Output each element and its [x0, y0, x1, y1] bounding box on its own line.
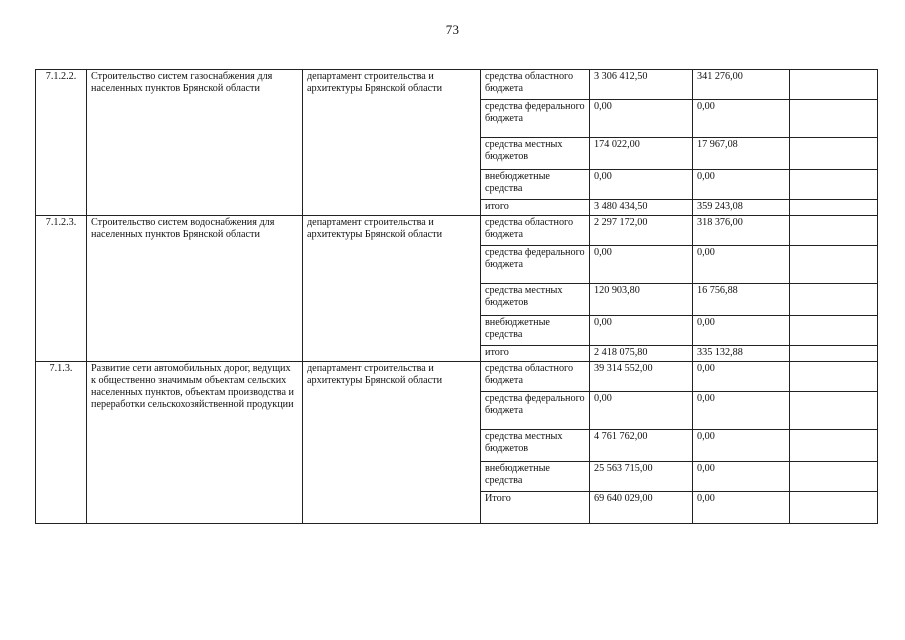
- item-executor: департамент строительства и архитектуры Брянской области: [303, 216, 481, 362]
- amount-cell-1: 4 761 762,00: [590, 430, 693, 462]
- amount-cell-1: 120 903,80: [590, 284, 693, 316]
- funding-source-label: средства федерального бюджета: [481, 246, 590, 284]
- amount-cell-3: [790, 362, 878, 392]
- amount-cell-2: 17 967,08: [693, 138, 790, 170]
- amount-cell-1: 0,00: [590, 246, 693, 284]
- amount-cell-2: 0,00: [693, 316, 790, 346]
- amount-cell-2: 0,00: [693, 362, 790, 392]
- funding-source-label: средства федерального бюджета: [481, 100, 590, 138]
- amount-cell-3: [790, 170, 878, 200]
- amount-cell-1: 39 314 552,00: [590, 362, 693, 392]
- amount-cell-3: [790, 492, 878, 524]
- amount-cell-3: [790, 246, 878, 284]
- amount-cell-2: 0,00: [693, 430, 790, 462]
- amount-cell-1: 2 297 172,00: [590, 216, 693, 246]
- amount-cell-1: 0,00: [590, 100, 693, 138]
- amount-cell-2: 0,00: [693, 492, 790, 524]
- amount-cell-1: 0,00: [590, 392, 693, 430]
- funding-source-label: средства местных бюджетов: [481, 284, 590, 316]
- amount-cell-2: 0,00: [693, 170, 790, 200]
- table-row: [36, 362, 878, 392]
- amount-cell-1: 0,00: [590, 316, 693, 346]
- amount-cell-1: 3 480 434,50: [590, 200, 693, 216]
- item-name: Развитие сети автомобильных дорог, ведущих к общественно значимым объектам сельских населенных пунктов, объектам производства и переработки сельскохозяйственной продукции: [87, 362, 303, 524]
- amount-cell-2: 0,00: [693, 246, 790, 284]
- amount-cell-1: 25 563 715,00: [590, 462, 693, 492]
- amount-cell-3: [790, 430, 878, 462]
- amount-cell-2: 16 756,88: [693, 284, 790, 316]
- amount-cell-2: 0,00: [693, 392, 790, 430]
- funding-source-label: внебюджетные средства: [481, 316, 590, 346]
- table-row: [36, 216, 878, 246]
- item-number: 7.1.2.2.: [36, 70, 87, 216]
- amount-cell-2: 318 376,00: [693, 216, 790, 246]
- funding-source-label: средства областного бюджета: [481, 216, 590, 246]
- funding-source-label: итого: [481, 200, 590, 216]
- amount-cell-2: 341 276,00: [693, 70, 790, 100]
- amount-cell-3: [790, 392, 878, 430]
- amount-cell-3: [790, 462, 878, 492]
- funding-source-label: Итого: [481, 492, 590, 524]
- funding-table: [35, 69, 878, 524]
- item-executor: департамент строительства и архитектуры Брянской области: [303, 70, 481, 216]
- funding-source-label: итого: [481, 346, 590, 362]
- amount-cell-2: 335 132,88: [693, 346, 790, 362]
- item-executor: департамент строительства и архитектуры Брянской области: [303, 362, 481, 524]
- amount-cell-2: 359 243,08: [693, 200, 790, 216]
- funding-source-label: средства местных бюджетов: [481, 138, 590, 170]
- funding-source-label: средства областного бюджета: [481, 70, 590, 100]
- amount-cell-3: [790, 216, 878, 246]
- funding-source-label: внебюджетные средства: [481, 462, 590, 492]
- amount-cell-1: 0,00: [590, 170, 693, 200]
- funding-source-label: средства федерального бюджета: [481, 392, 590, 430]
- amount-cell-3: [790, 100, 878, 138]
- item-name: Строительство систем газоснабжения для населенных пунктов Брянской области: [87, 70, 303, 216]
- item-number: 7.1.2.3.: [36, 216, 87, 362]
- amount-cell-2: 0,00: [693, 462, 790, 492]
- amount-cell-3: [790, 138, 878, 170]
- amount-cell-2: 0,00: [693, 100, 790, 138]
- amount-cell-1: 2 418 075,80: [590, 346, 693, 362]
- funding-source-label: средства местных бюджетов: [481, 430, 590, 462]
- amount-cell-3: [790, 200, 878, 216]
- funding-source-label: средства областного бюджета: [481, 362, 590, 392]
- amount-cell-3: [790, 346, 878, 362]
- item-number: 7.1.3.: [36, 362, 87, 524]
- amount-cell-3: [790, 70, 878, 100]
- item-name: Строительство систем водоснабжения для населенных пунктов Брянской области: [87, 216, 303, 362]
- amount-cell-1: 69 640 029,00: [590, 492, 693, 524]
- funding-source-label: внебюджетные средства: [481, 170, 590, 200]
- amount-cell-1: 174 022,00: [590, 138, 693, 170]
- amount-cell-3: [790, 316, 878, 346]
- amount-cell-3: [790, 284, 878, 316]
- amount-cell-1: 3 306 412,50: [590, 70, 693, 100]
- table-row: [36, 70, 878, 100]
- page-number: 73: [445, 22, 460, 37]
